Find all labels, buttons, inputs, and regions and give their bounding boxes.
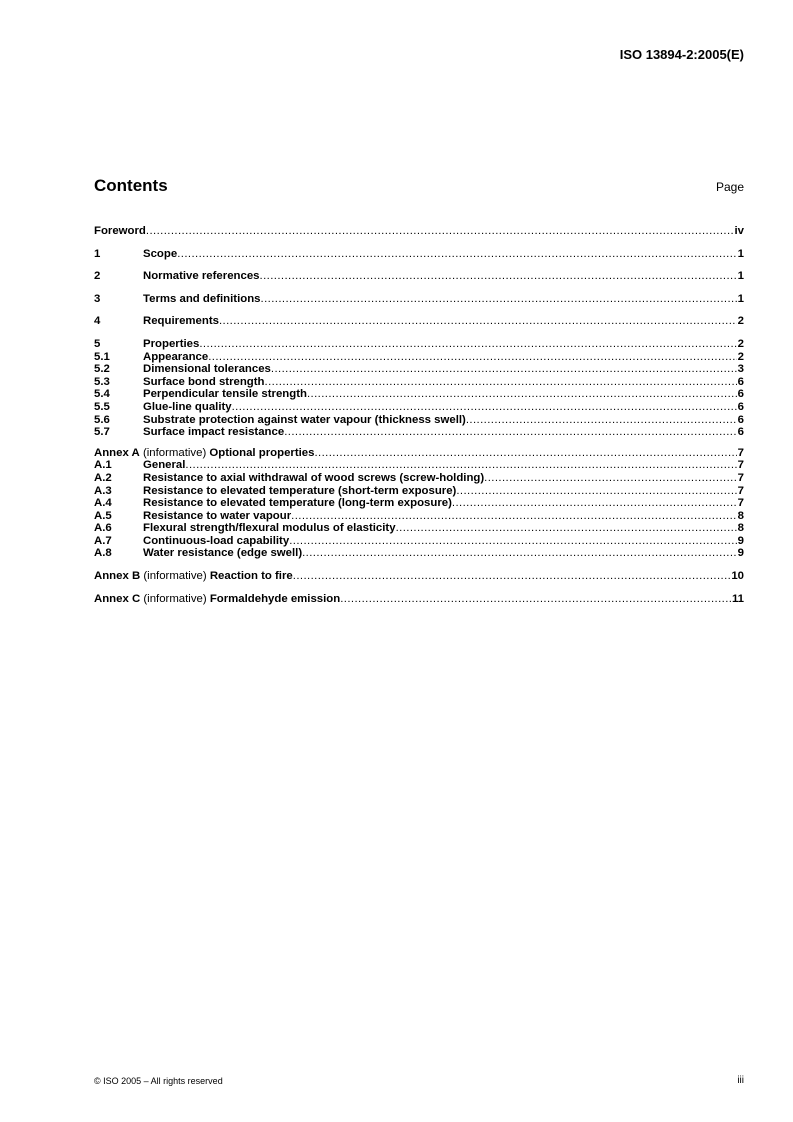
toc-entry[interactable] xyxy=(94,510,744,523)
dot-leader xyxy=(396,522,737,535)
toc-entry-title: Terms and definitions xyxy=(143,292,261,305)
annex-informative: (informative) xyxy=(140,592,210,605)
toc-entry-page: 3 xyxy=(737,363,744,376)
page-number: iii xyxy=(737,1075,744,1086)
toc-entry[interactable] xyxy=(94,351,744,364)
toc-entry-number: 5.3 xyxy=(94,375,110,388)
toc-entry[interactable] xyxy=(94,547,744,560)
toc-entry-page: 6 xyxy=(737,413,744,426)
page-column-label: Page xyxy=(715,180,744,194)
toc-entry[interactable] xyxy=(94,225,744,238)
toc-entry[interactable] xyxy=(94,570,744,583)
toc-entry-title: Resistance to axial withdrawal of wood screws (screw-holding) xyxy=(143,471,485,484)
toc-entry-title: Water resistance (edge swell) xyxy=(143,547,303,560)
toc-entry-page: iv xyxy=(734,225,744,237)
toc-entry-page: 7 xyxy=(737,471,744,484)
toc-entry[interactable] xyxy=(94,459,744,472)
toc-entry-title: Scope xyxy=(143,247,178,260)
toc-entry-title: Normative references xyxy=(143,270,260,283)
annex-title: Optional properties xyxy=(209,446,315,459)
dot-leader xyxy=(456,485,736,498)
toc-entry-title xyxy=(94,447,314,460)
toc-entry-title: Resistance to elevated temperature (long-term exposure) xyxy=(143,497,452,510)
toc-entry-number: A.5 xyxy=(94,509,112,522)
dot-leader xyxy=(208,351,736,364)
toc-entry-page: 1 xyxy=(737,270,744,283)
toc-entry-number: 5 xyxy=(94,337,101,350)
toc-entry-number: A.6 xyxy=(94,522,112,535)
toc-entry[interactable] xyxy=(94,376,744,389)
toc-entry-page: 2 xyxy=(737,350,744,363)
toc-entry-title: General xyxy=(143,459,186,472)
toc-entry-number: A.4 xyxy=(94,497,112,510)
annex-label: Annex C xyxy=(94,592,141,605)
dot-leader xyxy=(219,315,737,328)
toc-entry[interactable] xyxy=(94,414,744,427)
toc-entry-page: 7 xyxy=(737,459,744,472)
dot-leader xyxy=(271,363,737,376)
dot-leader xyxy=(289,535,736,548)
toc-entry-page: 9 xyxy=(737,547,744,560)
toc-entry-page: 1 xyxy=(737,292,744,305)
toc-entry[interactable] xyxy=(94,293,744,306)
document-id: ISO 13894-2:2005(E) xyxy=(619,47,744,62)
toc-entry-number: 5.1 xyxy=(94,350,110,363)
toc-entry-number: 5.4 xyxy=(94,388,110,401)
table-of-contents xyxy=(94,225,744,605)
toc-entry-number: A.2 xyxy=(94,471,112,484)
dot-leader xyxy=(261,293,737,306)
toc-entry-page: 6 xyxy=(737,400,744,413)
dot-leader xyxy=(284,426,736,439)
toc-entry[interactable] xyxy=(94,426,744,439)
dot-leader xyxy=(466,414,737,427)
toc-entry-number: 5.7 xyxy=(94,426,110,439)
toc-entry[interactable] xyxy=(94,472,744,485)
dot-leader xyxy=(314,447,736,460)
toc-entry-title: Resistance to elevated temperature (short-term exposure) xyxy=(143,484,457,497)
toc-entry-number: A.8 xyxy=(94,547,112,560)
toc-entry-page: 7 xyxy=(737,497,744,510)
toc-entry-title: Flexural strength/flexural modulus of elasticity xyxy=(143,522,396,535)
annex-informative: (informative) xyxy=(140,570,210,583)
dot-leader xyxy=(185,459,736,472)
toc-entry-number: 5.6 xyxy=(94,413,110,426)
toc-entry-number: 3 xyxy=(94,292,101,305)
dot-leader xyxy=(293,570,731,583)
toc-entry-page: 6 xyxy=(737,426,744,439)
toc-entry[interactable] xyxy=(94,270,744,283)
dot-leader xyxy=(177,248,736,261)
toc-entry-title: Surface impact resistance xyxy=(143,426,285,439)
toc-entry[interactable] xyxy=(94,338,744,351)
toc-entry-title xyxy=(94,593,340,606)
annex-label: Annex A xyxy=(94,446,140,459)
toc-entry-number: 2 xyxy=(94,270,101,283)
toc-entry[interactable] xyxy=(94,485,744,498)
toc-entry-page: 10 xyxy=(731,570,744,583)
toc-entry-title: Foreword xyxy=(94,225,146,237)
dot-leader xyxy=(452,497,737,510)
dot-leader xyxy=(232,401,737,414)
toc-entry[interactable] xyxy=(94,388,744,401)
toc-entry-page: 9 xyxy=(737,534,744,547)
dot-leader xyxy=(291,510,737,523)
toc-entry-title: Substrate protection against water vapour (thickness swell) xyxy=(143,413,466,426)
annex-title: Formaldehyde emission xyxy=(209,592,341,605)
toc-entry-title: Dimensional tolerances xyxy=(143,363,271,376)
dot-leader xyxy=(484,472,736,485)
toc-entry-number: A.7 xyxy=(94,534,112,547)
toc-entry-page: 7 xyxy=(737,446,744,459)
toc-entry-title: Properties xyxy=(143,337,200,350)
toc-entry-title: Resistance to water vapour xyxy=(143,509,292,522)
toc-entry-page: 7 xyxy=(737,484,744,497)
dot-leader xyxy=(302,547,737,560)
toc-entry-number: 5.5 xyxy=(94,400,110,413)
toc-entry-page: 1 xyxy=(737,247,744,260)
annex-label: Annex B xyxy=(94,570,141,583)
toc-entry[interactable] xyxy=(94,401,744,414)
dot-leader xyxy=(146,225,734,238)
toc-entry-page: 8 xyxy=(737,522,744,535)
toc-entry-title: Requirements xyxy=(143,315,219,328)
toc-entry-title: Appearance xyxy=(143,350,209,363)
toc-entry-number: A.3 xyxy=(94,484,112,497)
toc-entry-page: 6 xyxy=(737,375,744,388)
toc-entry-page: 11 xyxy=(731,592,744,605)
toc-entry-page: 2 xyxy=(737,337,744,350)
annex-title: Reaction to fire xyxy=(209,570,293,583)
toc-entry[interactable] xyxy=(94,522,744,535)
contents-heading: Contents xyxy=(94,176,168,195)
toc-entry[interactable] xyxy=(94,593,744,606)
toc-entry-page: 2 xyxy=(737,315,744,328)
toc-entry-page: 6 xyxy=(737,388,744,401)
toc-entry[interactable] xyxy=(94,447,744,460)
toc-entry[interactable] xyxy=(94,497,744,510)
dot-leader xyxy=(199,338,736,351)
copyright-notice: © ISO 2005 – All rights reserved xyxy=(94,1076,223,1086)
toc-entry-number: 1 xyxy=(94,247,101,260)
toc-entry[interactable] xyxy=(94,535,744,548)
dot-leader xyxy=(307,388,737,401)
toc-entry-number: 5.2 xyxy=(94,363,110,376)
toc-entry-title: Surface bond strength xyxy=(143,375,265,388)
toc-entry-number: 4 xyxy=(94,315,101,328)
toc-entry-title xyxy=(94,570,293,583)
dot-leader xyxy=(260,270,737,283)
toc-entry-title: Glue-line quality xyxy=(143,400,232,413)
toc-entry-title: Continuous-load capability xyxy=(143,534,290,547)
toc-entry[interactable] xyxy=(94,363,744,376)
toc-entry-title: Perpendicular tensile strength xyxy=(143,388,307,401)
toc-entry-number: A.1 xyxy=(94,459,112,472)
toc-entry[interactable] xyxy=(94,315,744,328)
toc-entry[interactable] xyxy=(94,248,744,261)
toc-entry-page: 8 xyxy=(737,509,744,522)
dot-leader xyxy=(265,376,737,389)
dot-leader xyxy=(340,593,731,606)
annex-informative: (informative) xyxy=(139,446,210,459)
